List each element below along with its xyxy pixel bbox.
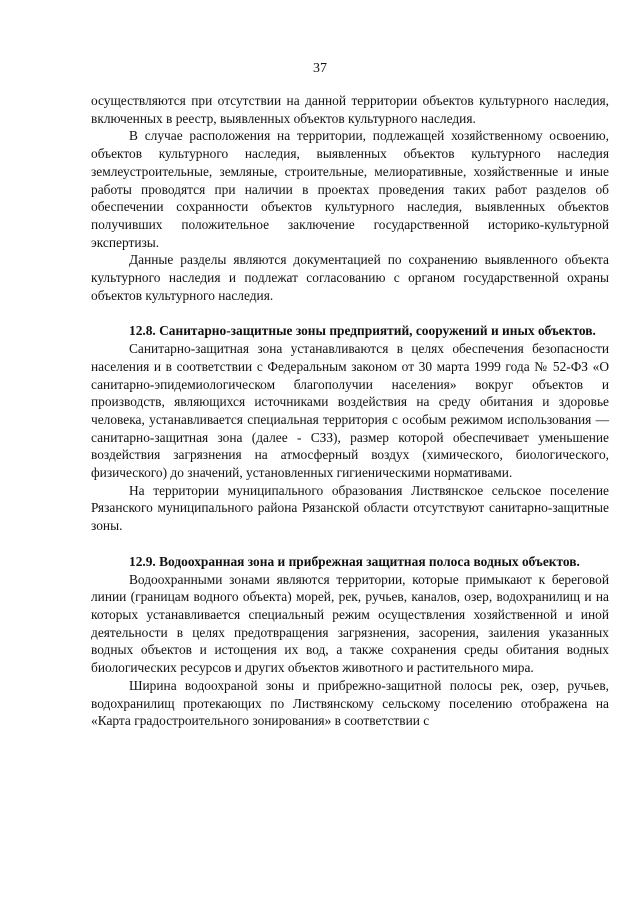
paragraph-water-protection-width: Ширина водоохраной зоны и прибрежно-защитной полосы рек, озер, ручьев, водохранилищ протекающих по Листвянскому сельскому поселению отображена на «Карта градостроительного зонирования» в соответствии с	[91, 677, 609, 729]
paragraph-sanitary-zone-absence: На территории муниципального образования Листвянское сельское поселение Рязанского муниципального района Рязанской области отсутствуют санитарно-защитные зоны.	[91, 482, 609, 534]
section-heading-12-8: 12.8. Санитарно-защитные зоны предприятий, сооружений и иных объектов.	[129, 323, 596, 339]
paragraph-cultural-heritage-works: В случае расположения на территории, подлежащей хозяйственному освоению, объектов культурного наследия, выявленных объектов культурного наследия землеустроительные, земляные, строительные, мелиоративные, хозяйственные и иные работы проводятся при наличии в проектах проведения таких работ разделов об обеспечении сохранности объектов культурного наследия, выявленных объектов получивших положительное заключение государственной историко-культурной экспертизы.	[91, 128, 609, 250]
page-number: 37	[313, 61, 327, 76]
paragraph-sanitary-zone-definition: Санитарно-защитная зона устанавливаются в целях обеспечения безопасности населения и в соответствии с Федеральным законом от 30 марта 1999 года № 52-ФЗ «О санитарно-эпидемиологическом благополучии населения» вокруг объектов и производств, являющихся источниками воздействия на среду обитания и здоровье человека, устанавливается специальная территория с особым режимом использования — санитарно-защитная зона (далее - СЗЗ), размер которой обеспечивает уменьшение воздействия загрязнения на атмосферный воздух (химического, биологического, физического) до значений, установленных гигиеническими нормативами.	[91, 341, 609, 481]
paragraph-continuation: осуществляются при отсутствии на данной территории объектов культурного наследия, включенных в реестр, выявленных объектов культурного наследия.	[91, 93, 609, 126]
section-heading-12-9: 12.9. Водоохранная зона и прибрежная защитная полоса водных объектов.	[129, 553, 580, 569]
paragraph-documentation-sections: Данные разделы являются документацией по сохранению выявленного объекта культурного наследия и подлежат согласованию с органом государственной охраны объектов культурного наследия.	[91, 252, 609, 303]
document-body	[91, 92, 609, 730]
paragraph-water-protection-definition: Водоохранными зонами являются территории, которые примыкают к береговой линии (границам водного объекта) морей, рек, ручьев, каналов, озер, водохранилищ и на которых устанавливается специальный режим осуществления хозяйственной и иной деятельности в целях предотвращения загрязнения, засорения, заиления указанных водных объектов и истощения их вод, а также сохранения среды обитания водных биологических ресурсов и других объектов животного и растительного мира.	[91, 571, 609, 676]
